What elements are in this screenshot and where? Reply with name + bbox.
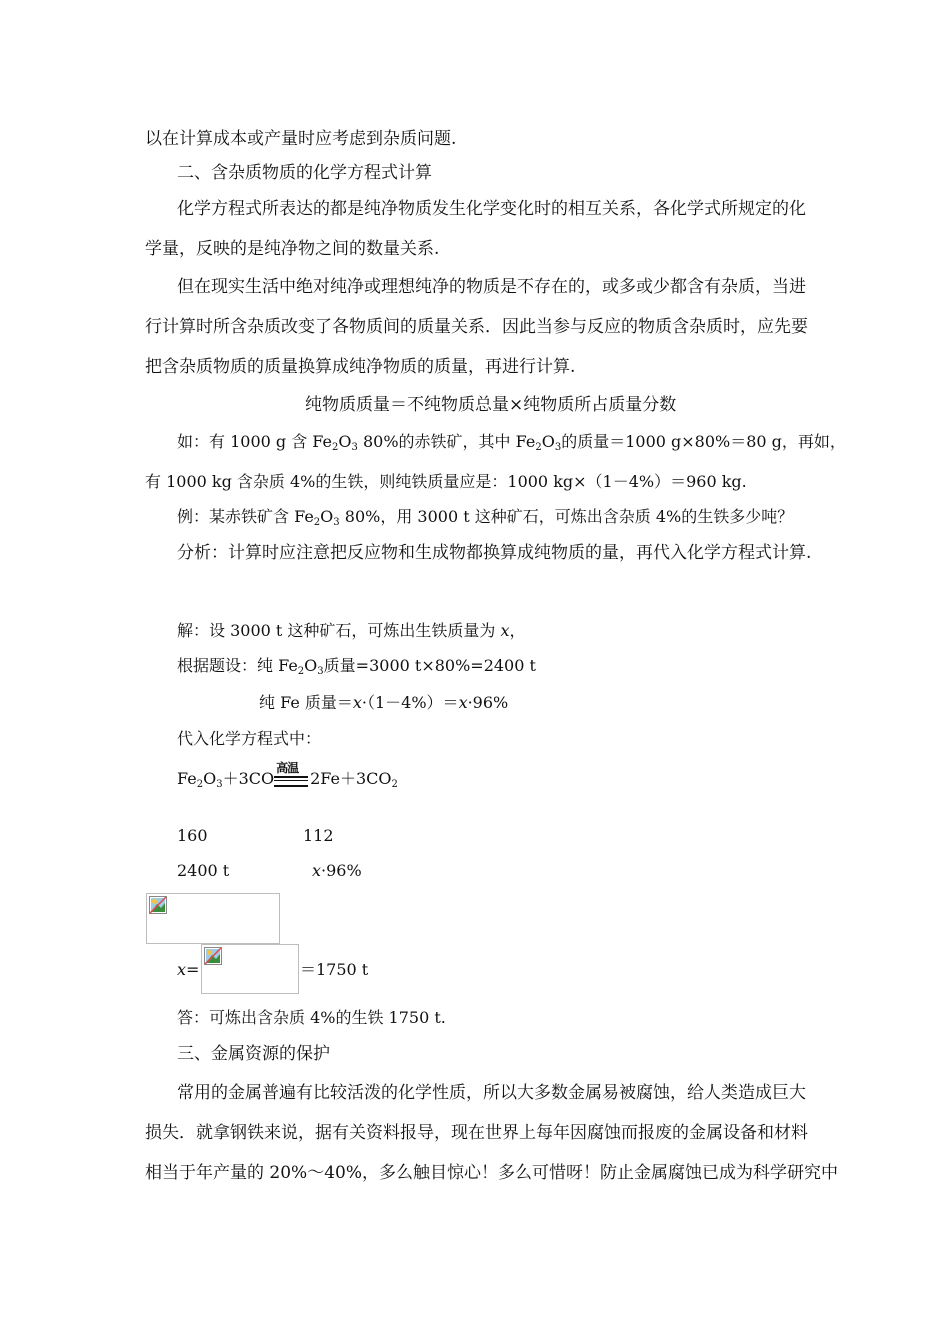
text: O: [320, 507, 334, 526]
text: 化学方程式所表达的都是纯净物质发生化学变化时的相互关系，各化学式所规定的化: [177, 199, 806, 219]
text: 解：设 3000 t 这种矿石，可炼出生铁质量为: [177, 621, 501, 640]
variable: x: [312, 861, 322, 880]
subscript: 2: [313, 517, 321, 528]
broken-image-placeholder: [201, 944, 299, 994]
text: 学量，反映的是纯净物之间的数量关系.: [145, 239, 440, 259]
text: 损失．就拿钢铁来说，据有关资料报导，现在世界上每年因腐蚀而报废的金属设备和材料: [145, 1123, 808, 1143]
paragraph-line: [145, 317, 808, 337]
text: 常用的金属普遍有比较活泼的化学性质，所以大多数金属易被腐蚀，给人类造成巨大: [177, 1083, 806, 1103]
text: 112: [303, 826, 334, 845]
text: 如：有 1000 g 含 Fe: [177, 432, 333, 451]
variable: x: [177, 960, 187, 979]
variable: x: [500, 621, 510, 640]
ratio-line: [177, 861, 229, 881]
text: 以在计算成本或产量时应考虑到杂质问题.: [145, 129, 457, 149]
subscript: 2: [391, 779, 398, 790]
paragraph-line: [145, 1123, 808, 1143]
variable: x: [352, 693, 362, 712]
paragraph-line: [177, 277, 806, 297]
text: 的质量＝1000 g×80%＝80 g，再如，: [561, 432, 846, 451]
broken-image-icon: [149, 896, 167, 914]
text: 答：可炼出含杂质 4%的生铁 1750 t.: [177, 1008, 446, 1027]
text: ·96%: [467, 693, 509, 712]
text: 质量=3000 t×80%=2400 t: [323, 656, 536, 675]
subscript: 2: [535, 442, 542, 453]
text: 根据题设：纯 Fe: [177, 656, 298, 675]
text: ·（1－4%）＝: [361, 693, 459, 712]
question-line: [177, 507, 793, 533]
subscript: 3: [333, 517, 340, 528]
text: ＝1750 t: [300, 960, 369, 979]
paragraph-line: [145, 129, 456, 149]
section-heading: [177, 1044, 330, 1064]
text: 行计算时所含杂质改变了各物质间的质量关系．因此当参与反应的物质含杂质时，应先要: [145, 317, 808, 337]
reaction-condition: 高温: [276, 761, 299, 775]
paragraph-line: [145, 357, 575, 377]
text: Fe: [177, 769, 197, 788]
text: 80%的赤铁矿，其中 Fe: [357, 432, 536, 451]
text: 有 1000 kg 含杂质 4%的生铁，则纯铁质量应是：1000 kg×（1－4%）＝960 kg.: [145, 472, 747, 491]
text: 纯 Fe 质量＝: [259, 693, 353, 712]
given-line: [177, 656, 536, 682]
text: =: [186, 960, 200, 979]
x-equation: [177, 960, 199, 980]
text: 代入化学方程式中：: [177, 729, 322, 748]
subscript: 2: [332, 442, 339, 453]
subscript: 3: [554, 442, 562, 453]
paragraph-line: [177, 199, 806, 219]
substitute-line: [177, 729, 321, 749]
text: O: [203, 769, 217, 788]
answer-line: [177, 1008, 446, 1028]
text: 2Fe＋3CO: [310, 769, 392, 788]
variable: x: [458, 693, 468, 712]
paragraph-line: [145, 1163, 838, 1183]
text: 纯物质质量＝不纯物质总量×纯物质所占质量分数: [305, 395, 677, 415]
text: 把含杂质物质的质量换算成纯净物质的质量，再进行计算.: [145, 357, 576, 377]
text: 相当于年产量的 20%～40%，多么触目惊心！多么可惜呀！防止金属腐蚀已成为科学研究中: [145, 1163, 838, 1183]
solution-line: [177, 621, 526, 641]
x-result: [300, 960, 368, 980]
example-line: [145, 472, 747, 492]
text: ·96%: [321, 861, 362, 880]
text: 分析：计算时应注意把反应物和生成物都换算成纯物质的量，再代入化学方程式计算.: [177, 543, 812, 563]
text: 二、含杂质物质的化学方程式计算: [177, 163, 432, 183]
analysis-line: [177, 543, 811, 563]
subscript: 2: [196, 779, 204, 790]
pure-fe-line: [259, 693, 508, 713]
subscript: 3: [317, 666, 324, 677]
text: 例：某赤铁矿含 Fe: [177, 507, 314, 526]
formula-line: [305, 395, 676, 415]
text: ，: [509, 621, 526, 640]
text: 2400 t: [177, 861, 230, 880]
text: 160: [177, 826, 208, 845]
text: O: [304, 656, 318, 675]
subscript: 3: [216, 779, 223, 790]
text: ＋3CO: [222, 769, 275, 788]
equal-bars: [274, 776, 308, 787]
text: 三、金属资源的保护: [177, 1044, 330, 1064]
reaction-arrow: [274, 761, 310, 788]
chemical-equation: [177, 761, 398, 795]
broken-image-icon: [204, 947, 222, 965]
text: O: [541, 432, 555, 451]
subscript: 3: [351, 442, 358, 453]
ratio-line: [177, 826, 208, 846]
text: 但在现实生活中绝对纯净或理想纯净的物质是不存在的，或多或少都含有杂质，当进: [177, 277, 806, 297]
subscript: 2: [297, 666, 305, 677]
example-line: [177, 432, 846, 458]
text: O: [338, 432, 352, 451]
paragraph-line: [177, 1083, 806, 1103]
ratio-line: [303, 826, 334, 846]
ratio-line: [312, 861, 362, 881]
broken-image-placeholder: [146, 893, 280, 944]
section-heading: [177, 163, 432, 183]
paragraph-line: [145, 239, 439, 259]
text: 80%，用 3000 t 这种矿石，可炼出含杂质 4%的生铁多少吨？: [339, 507, 794, 526]
